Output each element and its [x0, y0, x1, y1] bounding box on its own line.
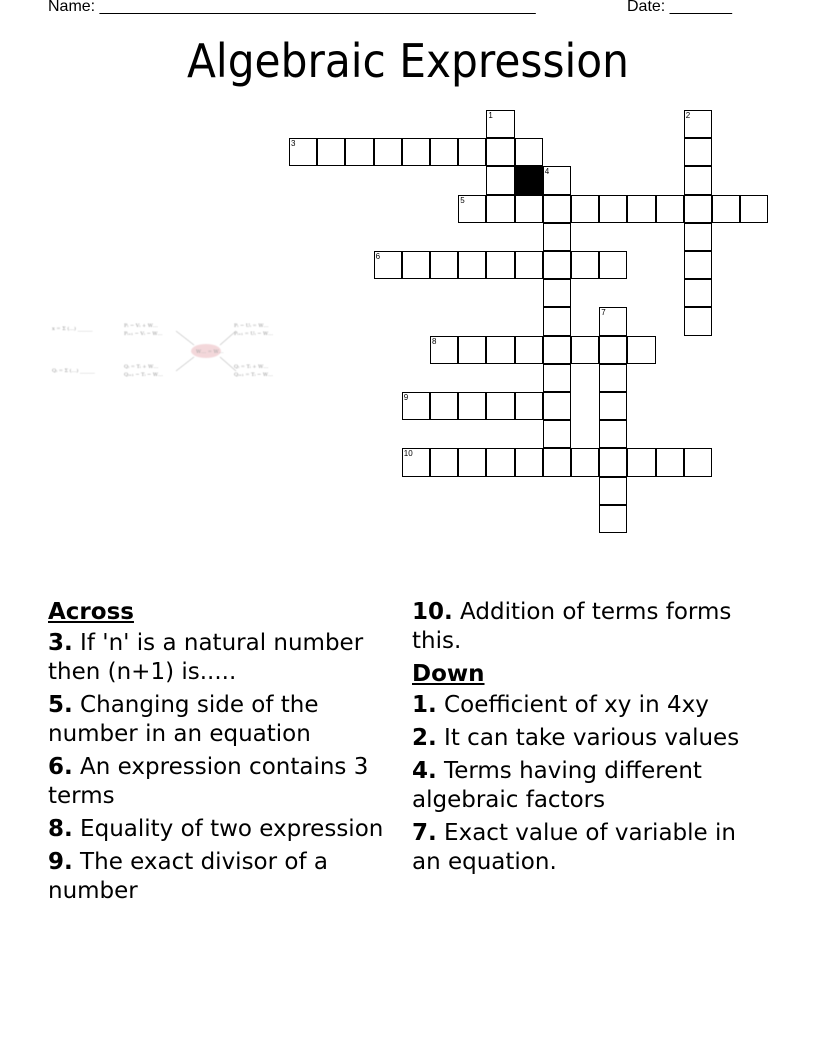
grid-cell[interactable]	[458, 448, 486, 476]
grid-cell[interactable]	[289, 138, 317, 166]
grid-cell[interactable]	[430, 392, 458, 420]
grid-cell[interactable]	[458, 392, 486, 420]
grid-cell[interactable]	[486, 138, 514, 166]
clue-across-9	[48, 848, 388, 906]
clue-text: Changing side of the number in an equation	[48, 692, 319, 747]
clue-text: If 'n' is a natural number then (n+1) is.....	[48, 630, 364, 685]
clue-across-3	[48, 629, 388, 687]
clue-number: 5.	[48, 692, 73, 718]
grid-cell[interactable]	[543, 279, 571, 307]
clue-number-label: 8	[432, 336, 437, 346]
svg-text:Qᵢ = Tᵢ + W…: Qᵢ = Tᵢ + W…	[234, 364, 269, 370]
grid-cell[interactable]	[684, 448, 712, 476]
grid-cell[interactable]	[486, 392, 514, 420]
grid-cell[interactable]	[571, 448, 599, 476]
grid-cell[interactable]	[599, 251, 627, 279]
grid-cell[interactable]	[515, 448, 543, 476]
clue-down-4	[412, 757, 757, 815]
down-heading: Down	[412, 661, 485, 687]
grid-cell[interactable]	[430, 138, 458, 166]
grid-cell[interactable]	[543, 251, 571, 279]
grid-cell[interactable]	[486, 195, 514, 223]
grid-cell[interactable]	[571, 336, 599, 364]
grid-cell[interactable]	[712, 195, 740, 223]
clue-number: 1.	[412, 692, 437, 718]
clue-text: It can take various values	[436, 725, 740, 751]
grid-cell[interactable]	[571, 251, 599, 279]
clue-number: 9.	[48, 849, 73, 875]
grid-cell[interactable]	[684, 138, 712, 166]
grid-cell[interactable]	[740, 195, 768, 223]
grid-cell[interactable]	[458, 336, 486, 364]
across-heading: Across	[48, 599, 134, 625]
grid-cell[interactable]	[684, 251, 712, 279]
clue-number: 7.	[412, 820, 437, 846]
clue-number-label: 6	[375, 252, 381, 261]
grid-cell[interactable]	[458, 251, 486, 279]
clue-number-label: 1	[488, 111, 493, 120]
clue-text: Equality of two expression	[72, 816, 384, 842]
grid-cell[interactable]	[515, 392, 543, 420]
grid-cell[interactable]	[458, 138, 486, 166]
grid-cell[interactable]	[515, 336, 543, 364]
grid-cell[interactable]	[543, 223, 571, 251]
svg-text:Pᵢ₊₁ − Vᵢ − W…: Pᵢ₊₁ − Vᵢ − W…	[124, 331, 163, 337]
grid-cell[interactable]	[684, 223, 712, 251]
svg-text:x = Σ (...) ______: x = Σ (...) ______	[52, 326, 93, 332]
svg-text:Qᵢ = Tᵢ + W…: Qᵢ = Tᵢ + W…	[124, 364, 159, 370]
clue-number-label: 9	[403, 393, 409, 402]
page-title: Algebraic Expression	[186, 34, 630, 88]
grid-cell[interactable]	[599, 448, 627, 476]
clue-number: 2.	[412, 725, 437, 751]
clue-number: 4.	[412, 758, 437, 784]
clue-number-label: 5	[460, 195, 465, 205]
grid-cell[interactable]	[430, 336, 458, 364]
grid-cell[interactable]	[486, 110, 514, 138]
grid-cell[interactable]	[515, 195, 543, 223]
svg-text:Pᵢ − Uᵢ = W…: Pᵢ − Uᵢ = W…	[234, 323, 269, 329]
clue-across-6	[48, 753, 388, 811]
clue-number: 8.	[48, 816, 73, 842]
grid-cell[interactable]	[486, 448, 514, 476]
grid-cell[interactable]	[486, 336, 514, 364]
grid-cell[interactable]	[656, 195, 684, 223]
grid-cell[interactable]	[599, 195, 627, 223]
grid-cell[interactable]	[599, 477, 627, 505]
grid-cell[interactable]	[543, 195, 571, 223]
date-field-label: Date: _______	[627, 0, 732, 15]
grid-cell[interactable]	[515, 251, 543, 279]
clue-down-2	[412, 724, 757, 753]
grid-cell[interactable]	[599, 392, 627, 420]
grid-cell[interactable]	[402, 448, 430, 476]
clue-number-label: 2	[685, 111, 691, 120]
grid-cell[interactable]	[599, 420, 627, 448]
grid-cell[interactable]	[599, 307, 627, 335]
clue-across-5	[48, 691, 388, 749]
clue-text: An expression contains 3 terms	[48, 754, 369, 809]
grid-cell[interactable]	[515, 138, 543, 166]
grid-cell[interactable]	[430, 251, 458, 279]
svg-text:Qᵢ₊₁ − Tᵢ − W…: Qᵢ₊₁ − Tᵢ − W…	[124, 372, 163, 378]
clues-across-column	[48, 598, 388, 910]
clue-text: The exact divisor of a number	[48, 849, 328, 904]
clue-text: Coefficient of xy in 4xy	[436, 692, 709, 718]
grid-cell[interactable]	[599, 505, 627, 533]
clues-down-column	[412, 598, 757, 881]
grid-cell[interactable]	[684, 195, 712, 223]
clue-number-label: 4	[544, 167, 550, 177]
grid-cell[interactable]	[656, 448, 684, 476]
clue-text: Addition of terms forms this.	[412, 599, 732, 654]
grid-cell[interactable]	[627, 336, 655, 364]
clue-number-label: 10	[403, 449, 413, 459]
grid-cell[interactable]	[627, 195, 655, 223]
grid-cell[interactable]	[543, 307, 571, 335]
clue-number: 3.	[48, 630, 73, 656]
svg-text:Pᵢ − Vᵢ + W…: Pᵢ − Vᵢ + W…	[124, 323, 158, 329]
grid-cell[interactable]	[374, 138, 402, 166]
clue-text: Exact value of variable in an equation.	[412, 820, 736, 875]
svg-text:W… = W…: W… = W…	[196, 349, 224, 355]
grid-cell[interactable]	[543, 448, 571, 476]
grid-cell[interactable]	[458, 195, 486, 223]
clue-number: 6.	[48, 754, 73, 780]
grid-cell[interactable]	[374, 251, 402, 279]
grid-cell[interactable]	[430, 448, 458, 476]
black-cell	[515, 166, 543, 194]
grid-cell[interactable]	[599, 364, 627, 392]
clue-down-1	[412, 691, 757, 720]
grid-cell[interactable]	[345, 138, 373, 166]
svg-text:Qᵢ₊₁ = Tᵢ − W…: Qᵢ₊₁ = Tᵢ − W…	[234, 372, 273, 378]
clue-text: Terms having different algebraic factors	[412, 758, 702, 813]
grid-cell[interactable]	[684, 307, 712, 335]
svg-text:Pᵢ₊₁ = Uᵢ − W…: Pᵢ₊₁ = Uᵢ − W…	[234, 331, 274, 337]
grid-cell[interactable]	[684, 166, 712, 194]
clue-number-label: 7	[601, 308, 606, 318]
clue-number-label: 3	[291, 139, 296, 149]
clue-number: 10.	[412, 599, 453, 625]
grid-cell[interactable]	[402, 138, 430, 166]
grid-cell[interactable]	[627, 448, 655, 476]
grid-cell[interactable]	[317, 138, 345, 166]
grid-cell[interactable]	[684, 279, 712, 307]
grid-cell[interactable]	[543, 420, 571, 448]
clue-down-7	[412, 819, 757, 877]
grid-cell[interactable]	[571, 195, 599, 223]
grid-cell[interactable]	[543, 364, 571, 392]
grid-cell[interactable]	[486, 166, 514, 194]
grid-cell[interactable]	[684, 110, 712, 138]
grid-cell[interactable]	[543, 336, 571, 364]
clue-across-10	[412, 598, 757, 656]
grid-cell[interactable]	[486, 251, 514, 279]
grid-cell[interactable]	[599, 336, 627, 364]
grid-cell[interactable]	[543, 392, 571, 420]
svg-text:Qᵢ = Σ (...) ______: Qᵢ = Σ (...) ______	[52, 368, 95, 374]
math-diagram-image	[44, 315, 289, 385]
grid-cell[interactable]	[402, 251, 430, 279]
grid-cell[interactable]	[402, 392, 430, 420]
name-field-label: Name: _________________________________________________	[48, 0, 536, 15]
clue-across-8	[48, 815, 388, 844]
grid-cell[interactable]	[543, 166, 571, 194]
